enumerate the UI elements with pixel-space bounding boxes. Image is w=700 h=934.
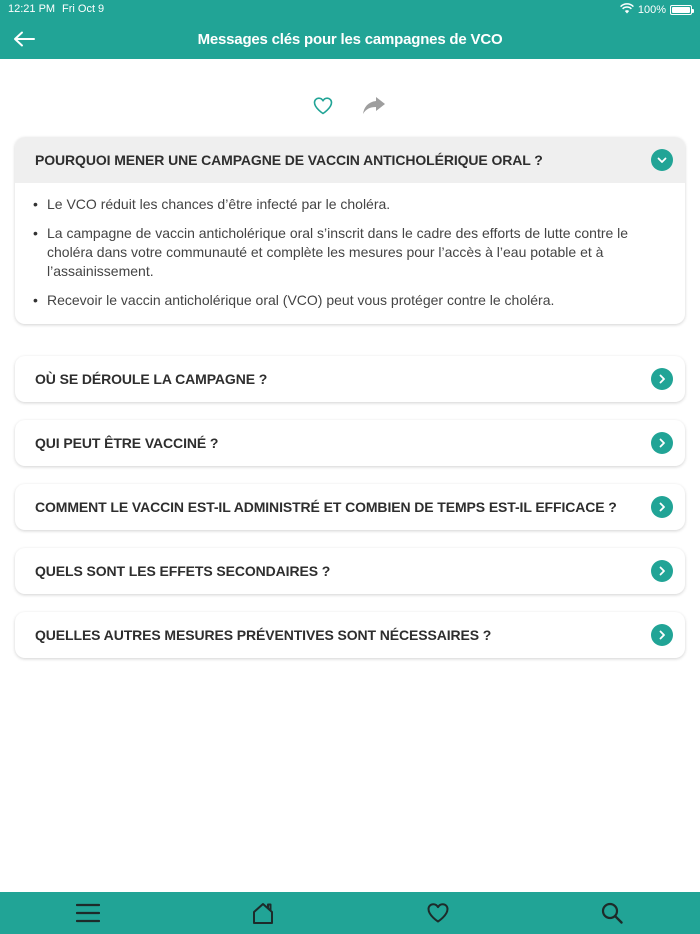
accordion-section-why (15, 137, 685, 324)
tab-menu[interactable] (74, 900, 102, 926)
section-title: OÙ SE DÉROULE LA CAMPAGNE ? (35, 371, 268, 387)
accordion-header[interactable] (15, 420, 685, 466)
section-title: QUELS SONT LES EFFETS SECONDAIRES ? (35, 563, 331, 579)
bullet-list (33, 195, 665, 310)
section-title: QUI PEUT ÊTRE VACCINÉ ? (35, 435, 219, 451)
battery-icon (670, 5, 692, 15)
tab-home[interactable] (249, 900, 277, 926)
status-time: 12:21 PM (8, 3, 56, 15)
search-icon (601, 902, 623, 924)
home-icon (251, 902, 275, 924)
share-arrow-icon (362, 96, 386, 116)
chevron-right-icon[interactable] (651, 432, 673, 454)
accordion-header[interactable] (15, 548, 685, 594)
status-date: Fri Oct 9 (62, 3, 105, 15)
bottom-tab-bar (0, 892, 700, 934)
accordion-header[interactable] (15, 484, 685, 530)
accordion-section-side-effects[interactable] (15, 548, 685, 594)
accordion-header[interactable] (15, 137, 685, 183)
accordion-header[interactable] (15, 612, 685, 658)
accordion-section-prevention[interactable] (15, 612, 685, 658)
list-item: • Recevoir le vaccin anticholérique oral (VCO) peut vous protéger contre le choléra. (33, 291, 665, 310)
chevron-right-icon[interactable] (651, 368, 673, 390)
top-bar (0, 0, 700, 59)
status-bar (0, 0, 700, 20)
battery-percent: 100% (637, 4, 666, 16)
back-button[interactable] (10, 25, 38, 53)
menu-icon (76, 903, 100, 923)
heart-outline-icon (313, 97, 333, 115)
section-title: POURQUOI MENER UNE CAMPAGNE DE VACCIN ANTICHOLÉRIQUE ORAL ? (35, 152, 543, 168)
back-arrow-icon (13, 31, 35, 47)
nav-bar (0, 20, 700, 59)
share-button[interactable] (361, 93, 387, 119)
accordion-header[interactable] (15, 356, 685, 402)
accordion-body (15, 183, 685, 324)
section-title: QUELLES AUTRES MESURES PRÉVENTIVES SONT NÉCESSAIRES ? (35, 627, 492, 643)
page-title: Messages clés pour les campagnes de VCO (197, 31, 503, 48)
heart-icon (427, 903, 449, 923)
chevron-down-icon[interactable] (651, 149, 673, 171)
wifi-icon (620, 3, 634, 17)
content-actions (310, 93, 390, 119)
section-title: COMMENT LE VACCIN EST-IL ADMINISTRÉ ET COMBIEN DE TEMPS EST-IL EFFICACE ? (35, 499, 617, 515)
tab-search[interactable] (598, 900, 626, 926)
chevron-right-icon[interactable] (651, 496, 673, 518)
list-item: • La campagne de vaccin anticholérique oral s’inscrit dans le cadre des efforts de lutte contre le choléra dans votre communauté et complète les mesures pour l’accès à l’eau potable et à l’assainissement. (33, 224, 665, 281)
chevron-right-icon[interactable] (651, 624, 673, 646)
status-right (620, 3, 692, 17)
accordion-section-where[interactable] (15, 356, 685, 402)
favorite-button[interactable] (310, 93, 336, 119)
tab-favorites[interactable] (424, 900, 452, 926)
chevron-right-icon[interactable] (651, 560, 673, 582)
accordion-section-who[interactable] (15, 420, 685, 466)
list-item: • Le VCO réduit les chances d’être infecté par le choléra. (33, 195, 665, 214)
accordion-section-how[interactable] (15, 484, 685, 530)
